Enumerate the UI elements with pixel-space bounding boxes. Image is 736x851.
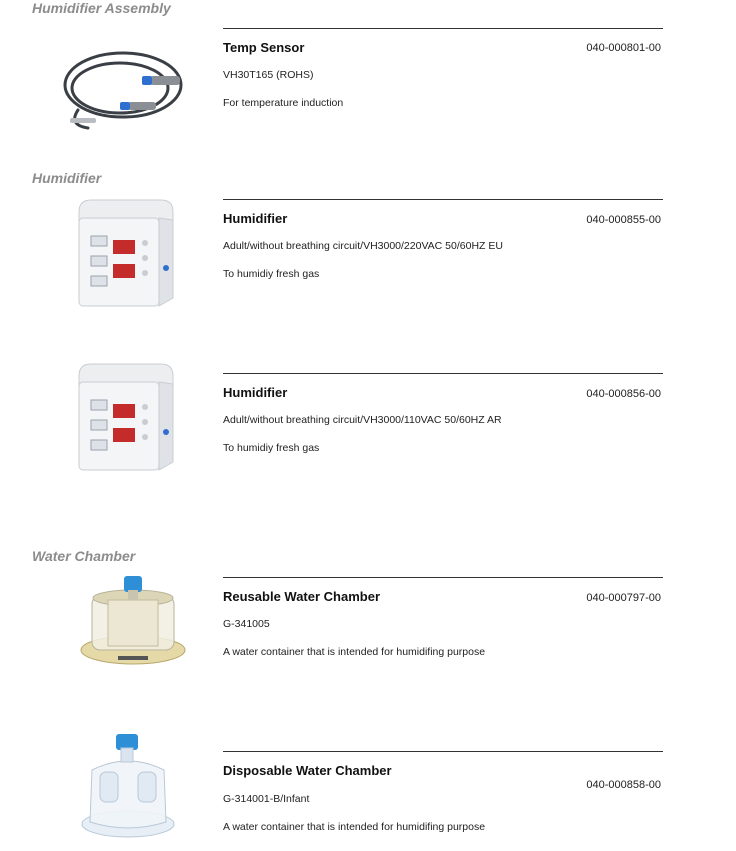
product-description: For temperature induction [223,97,344,109]
product-name: Reusable Water Chamber [223,589,381,604]
product-code: 040-000797-00 [586,592,661,604]
product-name: Humidifier [223,385,288,400]
product-code: 040-000855-00 [586,214,661,226]
product-description: To humidiy fresh gas [223,442,320,454]
product-model: VH30T165 (ROHS) [223,69,314,81]
product-divider [223,199,663,200]
product-name: Humidifier [223,211,288,226]
temp-sensor-image [58,40,188,135]
section-title-water-chamber: Water Chamber [32,548,136,564]
product-divider [223,577,663,578]
sensor-connector-blue [142,76,152,85]
humidifier-image [75,198,177,310]
product-model: Adult/without breathing circuit/VH3000/110VAC 50/60HZ AR [223,414,502,426]
product-description: A water container that is intended for humidifing purpose [223,646,486,658]
humidifier-image [75,362,177,474]
product-divider [223,28,663,29]
product-model: Adult/without breathing circuit/VH3000/220VAC 50/60HZ EU [223,240,503,252]
sensor-connector [150,76,180,85]
product-divider [223,373,663,374]
chamber-blue-cap [124,576,142,592]
product-code: 040-000856-00 [586,388,661,400]
product-model: G-314001-B/Infant [223,793,310,805]
product-name: Temp Sensor [223,40,305,55]
product-code: 040-000858-00 [586,779,661,791]
product-model: G-341005 [223,618,270,630]
section-title-humidifier: Humidifier [32,170,102,186]
product-name: Disposable Water Chamber [223,763,392,778]
product-code: 040-000801-00 [586,42,661,54]
product-divider [223,751,663,752]
disposable-water-chamber-image [78,730,178,840]
reusable-water-chamber-image [78,570,188,670]
product-description: To humidiy fresh gas [223,268,320,280]
section-title-humidifier-assembly: Humidifier Assembly [32,0,171,16]
product-description: A water container that is intended for humidifing purpose [223,821,486,833]
